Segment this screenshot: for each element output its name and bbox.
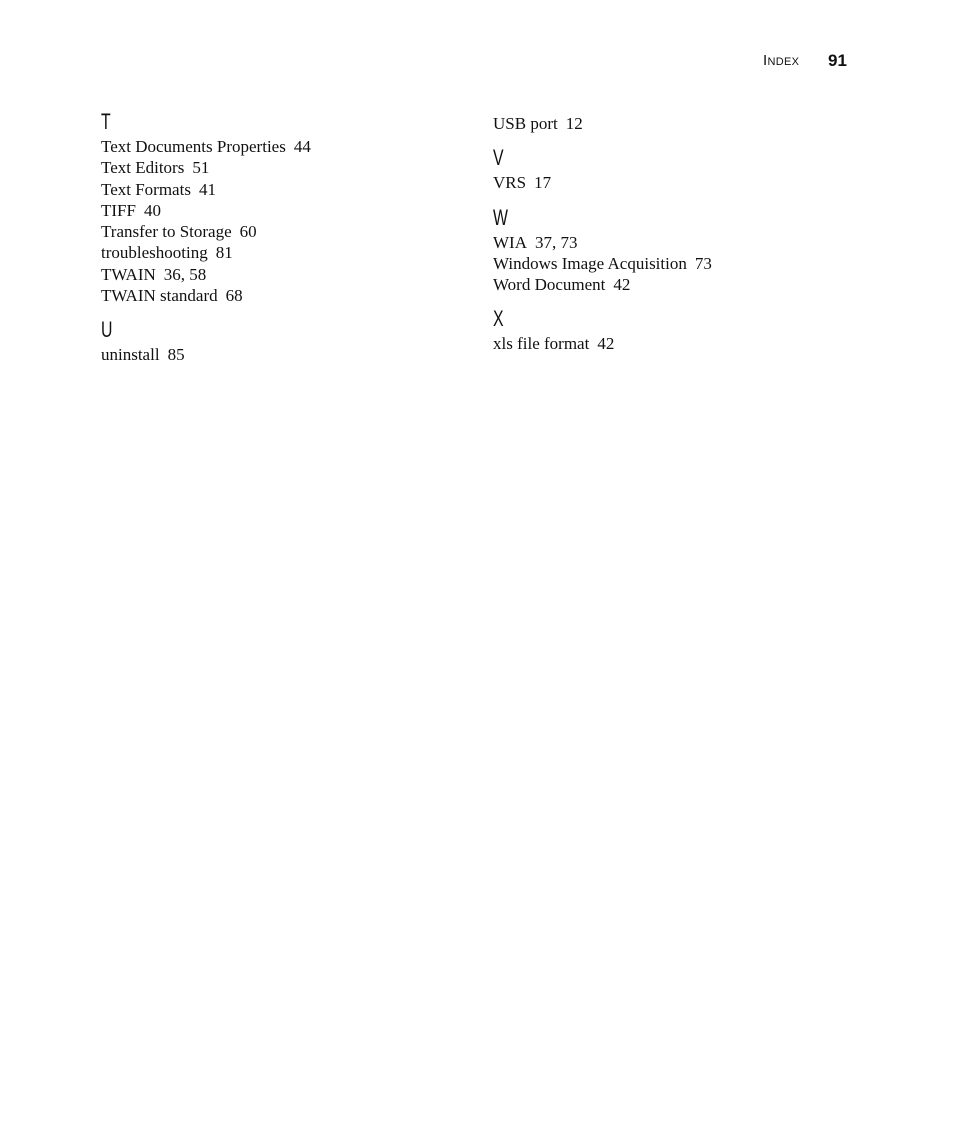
index-term: troubleshooting xyxy=(101,243,208,263)
index-entry xyxy=(101,157,461,178)
index-pages: 40 xyxy=(143,200,161,220)
index-entry xyxy=(493,253,853,274)
index-entry xyxy=(493,232,853,253)
index-column-right xyxy=(493,110,853,355)
index-entry xyxy=(101,285,461,306)
index-term: USB port xyxy=(493,114,558,133)
index-letter-x: X xyxy=(493,306,504,332)
index-column-left xyxy=(101,110,461,366)
index-entry xyxy=(493,113,853,134)
index-term: Word Document xyxy=(493,275,606,295)
index-term: WIA xyxy=(493,232,527,252)
index-entry xyxy=(101,221,461,242)
index-entry xyxy=(101,200,461,221)
index-pages: 42 xyxy=(597,334,615,354)
index-pages: 51 xyxy=(192,158,210,178)
index-pages: 37, 73 xyxy=(534,232,578,252)
index-pages: 17 xyxy=(534,173,552,193)
index-pages: 36, 58 xyxy=(163,264,207,284)
index-entry xyxy=(101,264,461,285)
index-term: Windows Image Acquisition xyxy=(493,253,687,273)
index-pages: 60 xyxy=(239,222,257,242)
index-term: TWAIN standard xyxy=(101,286,218,306)
index-pages: 42 xyxy=(613,275,631,295)
header-section-title: Index xyxy=(763,52,800,69)
index-pages: 85 xyxy=(167,345,185,365)
index-pages: 44 xyxy=(293,137,311,156)
index-term: Transfer to Storage xyxy=(101,222,232,242)
index-pages: 12 xyxy=(565,114,583,133)
index-term: xls file format xyxy=(493,334,590,354)
index-letter-t: T xyxy=(101,109,111,134)
index-pages: 41 xyxy=(198,179,216,199)
page-number: 91 xyxy=(828,51,847,70)
index-term: TIFF xyxy=(101,200,136,220)
index-pages: 73 xyxy=(694,253,712,273)
index-term: VRS xyxy=(493,173,527,193)
index-letter-v: V xyxy=(493,145,504,171)
index-pages: 81 xyxy=(215,243,233,263)
index-entry xyxy=(101,136,461,157)
index-letter-u: U xyxy=(101,317,113,343)
index-entry xyxy=(493,333,853,354)
index-term: uninstall xyxy=(101,345,160,365)
index-entry xyxy=(101,179,461,200)
index-entry xyxy=(493,274,853,295)
index-term: Text Formats xyxy=(101,179,191,199)
index-entry xyxy=(101,242,461,263)
index-term: Text Editors xyxy=(101,158,185,178)
index-term: Text Documents Properties xyxy=(101,137,286,156)
index-entry xyxy=(101,344,461,365)
index-letter-w: W xyxy=(493,204,508,230)
index-term: TWAIN xyxy=(101,264,156,284)
index-pages: 68 xyxy=(225,286,243,306)
index-entry xyxy=(493,172,853,193)
